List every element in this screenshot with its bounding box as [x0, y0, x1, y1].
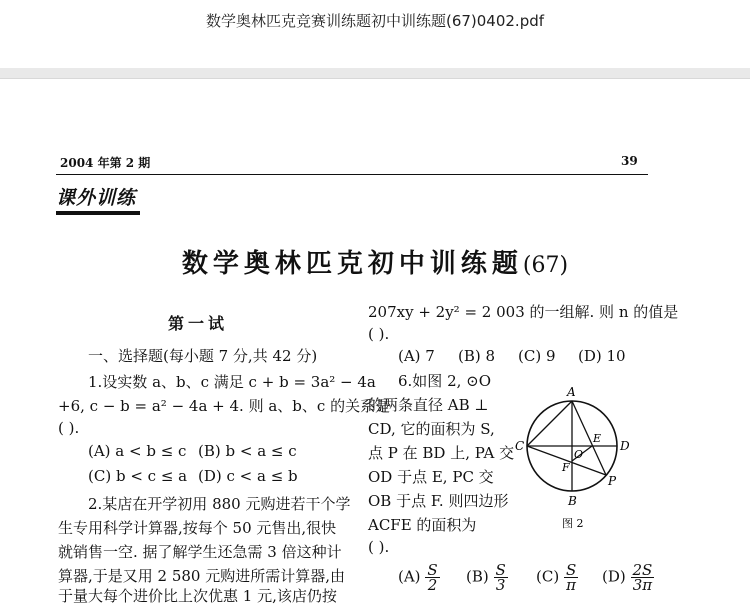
section-intro: 一、选择题(每小题 7 分,共 42 分) [88, 347, 318, 365]
q6-option-d-fraction [631, 563, 655, 592]
q5-option-d: (D) 10 [578, 347, 626, 365]
q2-line5: 于量大每个进价比上次优惠 1 元,该店仍按 [58, 587, 337, 605]
q6-option-b [466, 563, 508, 592]
label-e: E [593, 432, 602, 445]
q6-option-a-label: (A) [398, 567, 421, 586]
q6-option-c-label: (C) [536, 567, 560, 586]
q1-option-c: (C) b < c ≤ a [88, 467, 188, 485]
q6-option-b-fraction [494, 563, 508, 592]
q6-line2: 的两条直径 AB ⊥ [368, 396, 489, 414]
q2-line3: 就销售一空. 据了解学生还急需 3 倍这种计 [58, 543, 342, 561]
pdf-page[interactable] [0, 79, 750, 605]
q6-option-a-den: 2 [427, 576, 438, 594]
q6-line6: OB 于点 F. 则四边形 [368, 492, 509, 510]
q6-line3: CD, 它的面积为 S, [368, 420, 495, 438]
q6-option-d-label: (D) [602, 567, 626, 586]
q6-option-c-den: π [566, 576, 577, 594]
q6-option-c-num: S [565, 561, 577, 579]
section-tag-underline [56, 211, 140, 215]
doc-title-text: 数学奥林匹克初中训练题 [181, 249, 523, 279]
q6-option-c [536, 563, 578, 592]
q2-line4: 算器,于是又用 2 580 元购进所需计算器,由 [58, 567, 346, 585]
q2-line1: 2.某店在开学初用 880 元购进若干个学 [88, 495, 351, 513]
label-b: B [568, 494, 577, 508]
q6-option-b-num: S [495, 561, 506, 579]
doc-title-number: (67) [522, 253, 569, 278]
q5-line2: ( ). [368, 325, 390, 343]
q5-option-a: (A) 7 [398, 347, 435, 365]
q6-option-b-den: 3 [495, 576, 506, 594]
section-tag: 课外训练 [56, 187, 137, 209]
q6-line8: ( ). [368, 538, 390, 556]
q6-line7: ACFE 的面积为 [368, 516, 477, 534]
doc-title [0, 243, 750, 280]
viewer-toolbar-gap [0, 68, 750, 79]
q1-line2: +6, c − b = a² − 4a + 4. 则 a、b、c 的关系是 [58, 397, 391, 415]
label-f: F [562, 461, 570, 474]
document-title: 数学奥林匹克竞赛训练题初中训练题(67)0402.pdf [205, 12, 545, 30]
part-title: 第一试 [168, 314, 229, 333]
label-p: P [608, 474, 617, 488]
label-a: A [567, 385, 576, 399]
label-o: O [574, 448, 584, 461]
q1-option-d: (D) c < a ≤ b [198, 467, 298, 485]
page-number: 39 [621, 154, 638, 168]
figure-caption: 图 2 [562, 517, 584, 530]
q5-option-b: (B) 8 [458, 347, 496, 365]
q5-option-c: (C) 9 [518, 347, 556, 365]
q6-line5: OD 于点 E, PC 交 [368, 468, 494, 486]
label-c: C [515, 439, 525, 453]
q6-option-a [398, 563, 440, 592]
figure-2-diagram [510, 377, 635, 539]
viewer-titlebar [0, 0, 750, 68]
q6-option-d-den: 3π [632, 576, 653, 594]
q1-option-b: (B) b < a ≤ c [198, 442, 297, 460]
q6-option-d [602, 563, 654, 592]
q6-option-b-label: (B) [466, 567, 489, 586]
q1-line1: 1.设实数 a、b、c 满足 c + b = 3a² − 4a [88, 373, 376, 391]
label-d: D [620, 439, 630, 453]
q6-option-a-fraction [425, 563, 439, 592]
q6-line1: 6.如图 2, ⊙O [398, 372, 492, 390]
q6-line4: 点 P 在 BD 上, PA 交 [368, 444, 515, 462]
q6-option-a-num: S [427, 561, 438, 579]
q2-line2: 生专用科学计算器,按每个 50 元售出,很快 [58, 519, 337, 537]
q5-line1: 207xy + 2y² = 2 003 的一组解. 则 n 的值是 [368, 303, 679, 321]
q6-option-c-fraction [564, 563, 578, 592]
q6-option-d-num: 2S [632, 561, 653, 579]
q1-line3: ( ). [58, 419, 80, 437]
header-rule [56, 174, 648, 175]
q1-option-a: (A) a < b ≤ c [88, 442, 187, 460]
issue-label: 2004 年第 2 期 [60, 156, 151, 170]
